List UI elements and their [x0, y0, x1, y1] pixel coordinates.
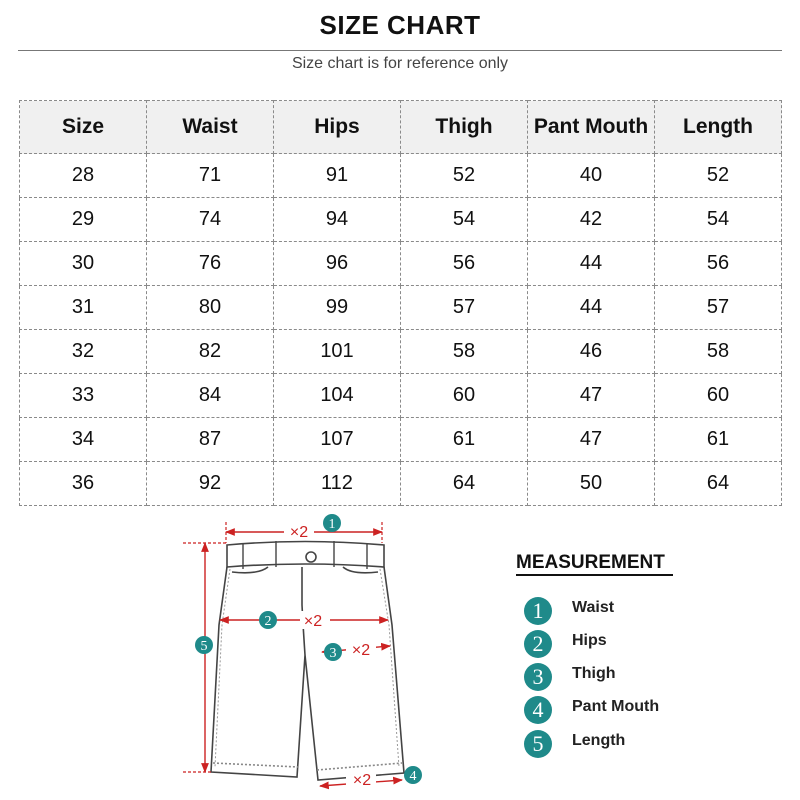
table-cell: 46 [528, 330, 655, 374]
table-cell: 112 [274, 462, 401, 506]
table-cell: 61 [401, 418, 528, 462]
table-row [20, 330, 782, 374]
header-waist: Waist [147, 101, 274, 154]
header-pant-mouth: Pant Mouth [528, 101, 655, 154]
legend-label: Length [572, 732, 626, 749]
legend-number: 2 [524, 630, 552, 658]
table-cell: 30 [20, 242, 147, 286]
table-cell: 47 [528, 374, 655, 418]
legend-number: 3 [524, 663, 552, 691]
table-cell: 101 [274, 330, 401, 374]
table-row [20, 198, 782, 242]
legend-number: 1 [524, 597, 552, 625]
waist-marker-num: 1 [328, 517, 336, 532]
table-cell: 74 [147, 198, 274, 242]
legend-label: Thigh [572, 665, 616, 682]
table-cell: 36 [20, 462, 147, 506]
table-cell: 31 [20, 286, 147, 330]
table-cell: 80 [147, 286, 274, 330]
table-cell: 44 [528, 242, 655, 286]
table-row [20, 374, 782, 418]
header-length: Length [655, 101, 782, 154]
table-cell: 64 [655, 462, 782, 506]
table-cell: 57 [401, 286, 528, 330]
table-cell: 44 [528, 286, 655, 330]
subtitle: Size chart is for reference only [291, 55, 509, 72]
legend-label: Hips [572, 632, 607, 649]
table-cell: 60 [655, 374, 782, 418]
table-row [20, 462, 782, 506]
header-size: Size [20, 101, 147, 154]
table-cell: 71 [147, 154, 274, 198]
hips-multiplier: ×2 [303, 613, 323, 630]
table-cell: 57 [655, 286, 782, 330]
waist-multiplier: ×2 [289, 524, 309, 541]
shorts-diagram [0, 505, 460, 800]
table-cell: 34 [20, 418, 147, 462]
table-row [20, 418, 782, 462]
header-hips: Hips [274, 101, 401, 154]
table-cell: 92 [147, 462, 274, 506]
table-cell: 107 [274, 418, 401, 462]
table-cell: 50 [528, 462, 655, 506]
table-cell: 28 [20, 154, 147, 198]
legend-number: 5 [524, 730, 552, 758]
shorts-outline [211, 542, 404, 781]
table-cell: 52 [401, 154, 528, 198]
table-cell: 40 [528, 154, 655, 198]
table-cell: 47 [528, 418, 655, 462]
table-row [20, 242, 782, 286]
table-cell: 33 [20, 374, 147, 418]
table-cell: 64 [401, 462, 528, 506]
pant-mouth-multiplier: ×2 [352, 772, 372, 789]
table-cell: 84 [147, 374, 274, 418]
pant-mouth-marker-num: 4 [409, 769, 417, 784]
hips-marker-num: 2 [264, 614, 272, 629]
table-cell: 56 [401, 242, 528, 286]
measurement-title: MEASUREMENT [516, 552, 673, 576]
table-cell: 54 [401, 198, 528, 242]
table-header-row [20, 101, 782, 154]
button-icon [306, 552, 316, 562]
size-table [19, 100, 782, 506]
table-cell: 94 [274, 198, 401, 242]
header-thigh: Thigh [401, 101, 528, 154]
length-marker-num: 5 [200, 639, 208, 654]
thigh-multiplier: ×2 [351, 642, 371, 659]
table-row [20, 154, 782, 198]
title-divider [18, 50, 782, 51]
page-title: SIZE CHART [319, 10, 481, 40]
thigh-marker-num: 3 [329, 646, 337, 661]
table-cell: 60 [401, 374, 528, 418]
legend-label: Waist [572, 599, 615, 616]
table-cell: 58 [655, 330, 782, 374]
table-row [20, 286, 782, 330]
legend-label: Pant Mouth [572, 698, 660, 715]
table-cell: 87 [147, 418, 274, 462]
table-cell: 91 [274, 154, 401, 198]
table-cell: 96 [274, 242, 401, 286]
table-cell: 32 [20, 330, 147, 374]
table-cell: 56 [655, 242, 782, 286]
table-cell: 104 [274, 374, 401, 418]
table-cell: 82 [147, 330, 274, 374]
table-cell: 76 [147, 242, 274, 286]
table-cell: 61 [655, 418, 782, 462]
legend-number: 4 [524, 696, 552, 724]
table-cell: 29 [20, 198, 147, 242]
table-cell: 52 [655, 154, 782, 198]
table-cell: 58 [401, 330, 528, 374]
table-cell: 99 [274, 286, 401, 330]
table-cell: 54 [655, 198, 782, 242]
table-cell: 42 [528, 198, 655, 242]
